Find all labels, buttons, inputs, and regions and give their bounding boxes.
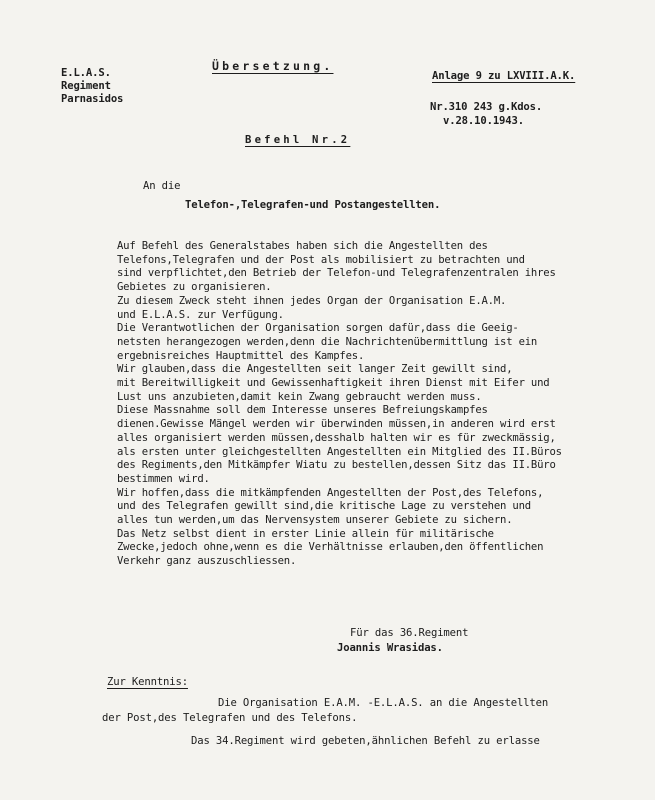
body-line: netsten herangezogen werden,denn die Nachrichtenübermittlung ist ein <box>117 335 538 348</box>
sender-line-1: E.L.A.S. <box>61 67 111 79</box>
signature-line-2: Joannis Wrasidas. <box>337 642 443 654</box>
body-line: Diese Massnahme soll dem Interesse unseres Befreiungskampfes <box>117 404 488 417</box>
order-title: Befehl Nr.2 <box>245 134 351 146</box>
sender-line-2: Regiment <box>61 80 111 92</box>
reference-date: v.28.10.1943. <box>443 115 524 127</box>
document-title: Übersetzung. <box>212 59 334 73</box>
notice-line-3: Das 34.Regiment wird gebeten,ähnlichen Befehl zu erlasse <box>191 735 540 747</box>
body-line: und des Telegrafen gewillt sind,die kritische Lage zu verstehen und <box>117 500 531 513</box>
body-line: Das Netz selbst dient in erster Linie allein für militärische <box>117 527 494 540</box>
addressee-line-2: Telefon-,Telegrafen-und Postangestellten. <box>185 199 441 211</box>
signature-line-1: Für das 36.Regiment <box>350 627 469 639</box>
body-line: Auf Befehl des Generalstabes haben sich die Angestellten des <box>117 240 488 252</box>
body-line: mit Bereitwilligkeit und Gewissenhaftigkeit ihren Dienst mit Eifer und <box>117 377 550 390</box>
body-line: alles tun werden,um das Nervensystem unserer Gebiete zu sichern. <box>117 514 513 527</box>
body-line: dienen.Gewisse Mängel werden wir überwinden müssen,in anderen wird erst <box>117 418 556 431</box>
body-line: als ersten unter gleichgestellten Angestellten ein Mitglied des II.Büros <box>117 445 562 458</box>
body-line: sind verpflichtet,den Betrieb der Telefon-und Telegrafenzentralen ihres <box>117 267 556 280</box>
body-line: Die Verantwotlichen der Organisation sorgen dafür,dass die Geeig- <box>117 322 519 335</box>
notice-heading: Zur Kenntnis: <box>107 676 188 688</box>
body-line: Wir glauben,dass die Angestellten seit langer Zeit gewillt sind, <box>117 363 513 376</box>
body-line: Gebietes zu organisieren. <box>117 281 272 294</box>
body-line: Zu diesem Zweck steht ihnen jedes Organ der Organisation E.A.M. <box>117 294 507 307</box>
annex-reference: Anlage 9 zu LXVIII.A.K. <box>432 70 576 82</box>
body-line: bestimmen wird. <box>117 472 210 485</box>
addressee-line-1: An die <box>143 180 181 192</box>
body-line: und E.L.A.S. zur Verfügung. <box>117 308 284 321</box>
notice-line-2: der Post,des Telegrafen und des Telefons. <box>102 712 358 724</box>
body-text <box>117 240 637 569</box>
body-line: ergebnisreiches Hauptmittel des Kampfes. <box>117 349 365 362</box>
body-line: Zwecke,jedoch ohne,wenn es die Verhältnisse erlauben,den öffentlichen <box>117 541 544 554</box>
body-line: alles organisiert werden müssen,desshalb halten wir es für zweckmässig, <box>117 431 556 444</box>
reference-number: Nr.310 243 g.Kdos. <box>430 101 543 113</box>
body-line: Wir hoffen,dass die mitkämpfenden Angestellten der Post,des Telefons, <box>117 486 544 499</box>
body-line: Verkehr ganz auszuschliessen. <box>117 555 297 568</box>
body-line: des Regiments,den Mitkämpfer Wiatu zu bestellen,dessen Sitz das II.Büro <box>117 459 556 472</box>
notice-line-1: Die Organisation E.A.M. -E.L.A.S. an die Angestellten <box>218 697 549 709</box>
sender-line-3: Parnasidos <box>61 93 124 105</box>
body-line: Telefons,Telegrafen und der Post als mobilisiert zu betrachten und <box>117 253 525 266</box>
body-line: Lust uns anzubieten,damit kein Zwang gebraucht werden muss. <box>117 390 482 403</box>
